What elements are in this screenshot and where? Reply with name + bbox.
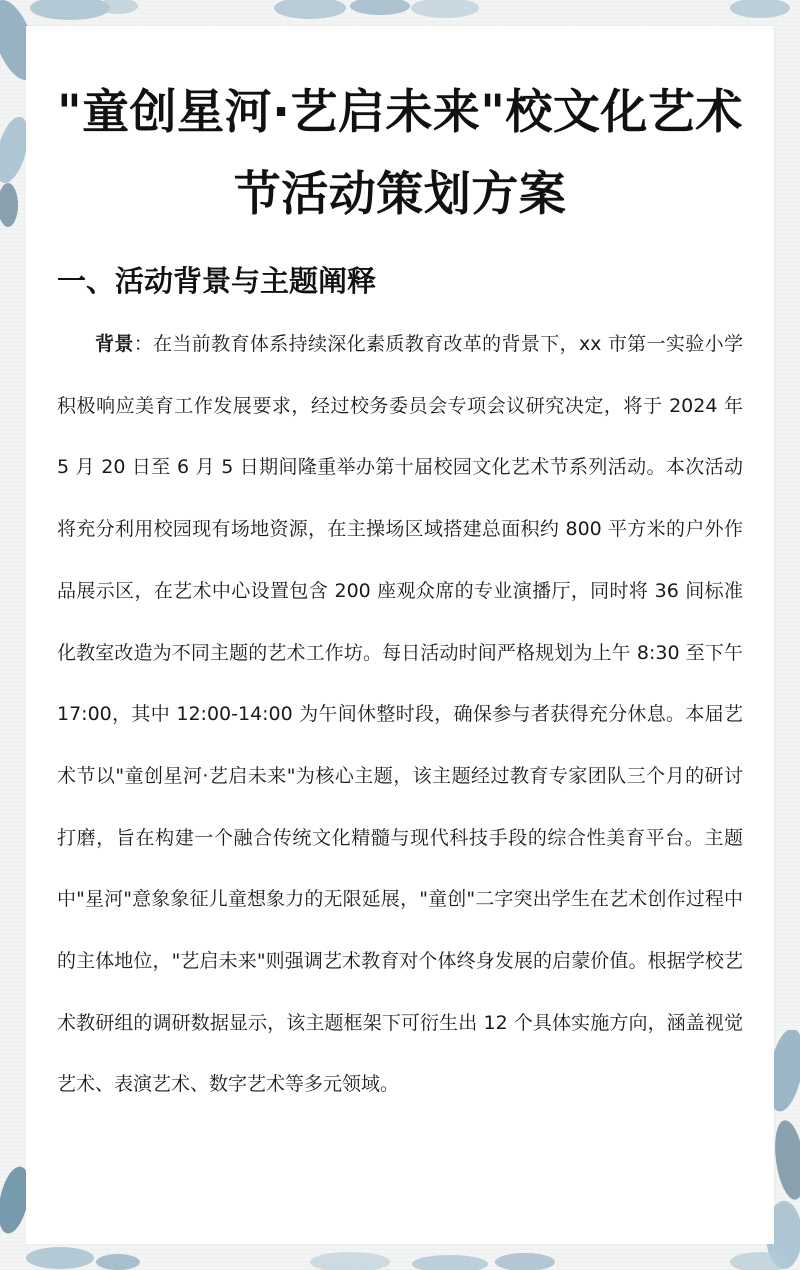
section-heading: 一、活动背景与主题阐释 — [57, 264, 377, 298]
document-title: "童创星河·艺启未来"校文化艺术节活动策划方案 — [57, 85, 743, 222]
watercolor-leaf-decoration-bottom-center — [300, 1240, 560, 1270]
label-separator: ： — [133, 333, 154, 355]
background-body-text: 在当前教育体系持续深化素质教育改革的背景下，xx 市第一实验小学积极响应美育工作发展要求，经过校务委员会专项会议研究决定，将于 2024 年 5 月 20 日至 6 月 5 日期间隆重举办第十届校园文化艺术节系列活动。本次活动将充分利用校园现有场地资源，在主操场区域搭建总面积约 800 平方米的户外作品展示区，在艺术中心设置包含 200 座观众席的专业演播厅，同时将 36 间标准化教室改造为不同主题的艺术工作坊。每日活动时间严格规划为上午 8:30 至下午 17:00，其中 12:00-14:00 为午间休整时段，确保参与者获得充分休息。本届艺术节以"童创星河·艺启未来"为核心主题，该主题经过教育专家团队三个月的研讨打磨，旨在构建一个融合传统文化精髓与现代科技手段的综合性美育平台。主题中"星河"意象象征儿童想象力的无限延展，"童创"二字突出学生在艺术创作过程中的主体地位，"艺启未来"则强调艺术教育对个体终身发展的启蒙价值。根据学校艺术教研组的调研数据显示，该主题框架下可衍生出 12 个具体实施方向，涵盖视觉艺术、表演艺术、数字艺术等多元领域。 — [57, 333, 743, 1096]
background-paragraph — [57, 314, 743, 1116]
background-label: 背景 — [95, 333, 134, 355]
